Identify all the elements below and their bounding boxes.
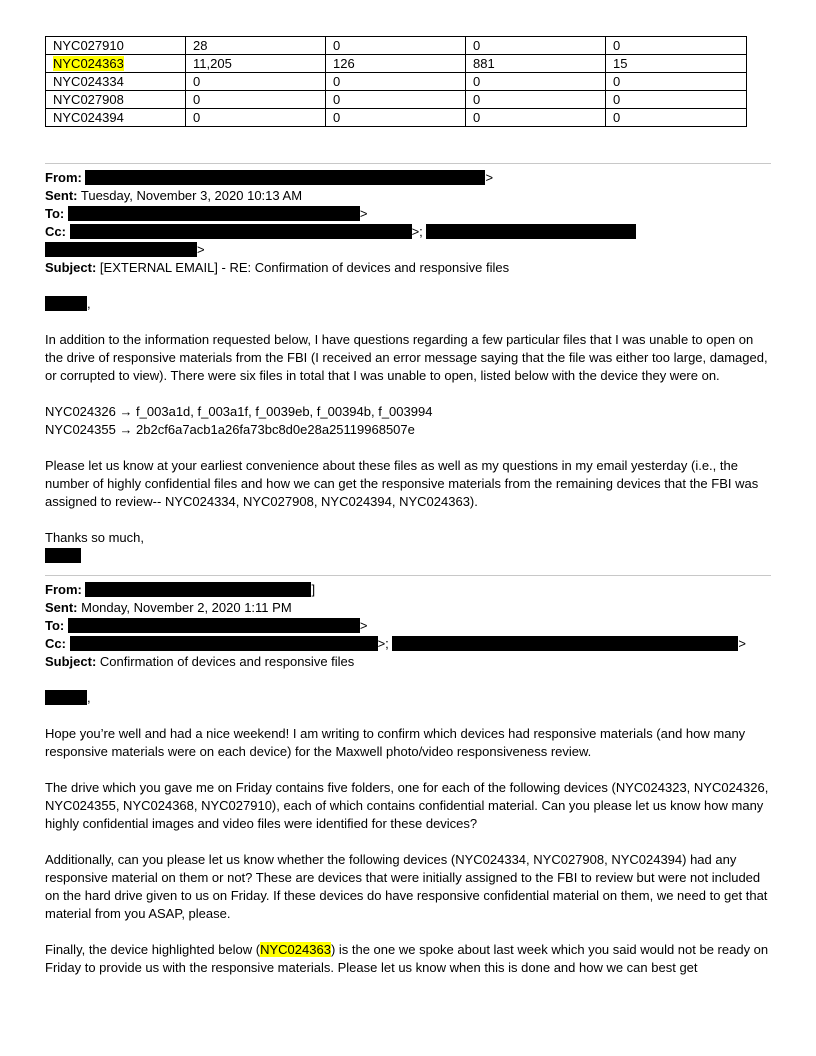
table-cell: 0 [606,91,747,109]
table-cell: 0 [186,73,326,91]
email1-sent-date: Tuesday, November 3, 2020 10:13 AM [80,188,303,203]
email2-paragraph: Hope you’re well and had a nice weekend! I am writing to confirm which devices had responsive materials (and how many responsive materials were on each device) for the Maxwell photo/video responsiveness review. [45,726,746,759]
table-cell: 881 [466,55,606,73]
redaction-block [70,636,378,651]
redaction-block [45,242,197,257]
table-row [46,109,747,127]
email2-cc-line: Cc: >; > [45,636,747,651]
email2-header [45,581,771,671]
email2-paragraph: Finally, the device highlighted below (NYC024363) is the one we spoke about last week which you said would not be ready on Friday to provide us with the responsive materials. Please let us know when this is done and how we can best get [45,942,769,975]
email1-subject-line: Subject: [EXTERNAL EMAIL] - RE: Confirmation of devices and responsive files [45,260,510,275]
table-cell: 0 [606,37,747,55]
table-cell: 0 [606,73,747,91]
email1-greeting: , [45,295,771,313]
table-cell: 0 [186,91,326,109]
table-row [46,91,747,109]
email1-closing: Thanks so much, [45,530,144,545]
highlighted-device-id: NYC024363 [53,56,124,71]
email1-to-line: To: > [45,206,368,221]
email1-paragraph: In addition to the information requested below, I have questions regarding a few particular files that I was unable to open on the drive of responsive materials from the FBI (I received an error message saying that the file was either too large, damaged, or corrupted to view). There were six files in total that I was unable to open, listed below with the device they were on. [45,332,768,383]
redaction-block [68,206,360,221]
email2-paragraph: The drive which you gave me on Friday contains five folders, one for each of the following devices (NYC024323, NYC024326, NYC024355, NYC024368, NYC027910), each of which contains confidential material. Can you please let us know how many highly confidential images and video files were identified for these devices? [45,780,769,831]
email2-subject: Confirmation of devices and responsive files [99,654,355,669]
table-cell: 11,205 [186,55,326,73]
table-cell: 0 [326,91,466,109]
table-cell: 0 [466,37,606,55]
table-cell: 126 [326,55,466,73]
email1-cc-line-continued: > [45,241,771,259]
table-cell: 15 [606,55,747,73]
device-table [45,36,747,127]
table-row [46,55,747,73]
email1-header [45,169,771,277]
table-cell: 0 [326,109,466,127]
redaction-block [85,582,311,597]
redaction-block [45,296,87,311]
table-row [46,37,747,55]
highlighted-device-id: NYC024363 [260,942,331,957]
email2-greeting: , [45,689,771,707]
document-page [45,36,771,977]
device-id-cell: NYC024334 [46,73,186,91]
table-cell: 0 [326,73,466,91]
email1-sent-line: Sent: Tuesday, November 3, 2020 10:13 AM [45,188,303,203]
device-id-cell [46,55,186,73]
table-cell: 0 [466,91,606,109]
email-separator [45,163,771,164]
email1-file-line: NYC024326 → f_003a1d, f_003a1f, f_0039eb, f_00394b, f_003994 [45,404,433,419]
email2-to-line: To: > [45,618,368,633]
email2-paragraph: Additionally, can you please let us know whether the following devices (NYC024334, NYC027908, NYC024394) had any responsive material on them or not? These are devices that were initially assigned to the FBI to review but were not included on the hard drive given to us on Friday. If these devices do have responsive confidential material on them, we need to get that material from you ASAP, please. [45,852,768,921]
email1-file-line: NYC024355 → 2b2cf6a7acb1a26fa73bc8d0e28a25119968507e [45,422,415,437]
device-id-cell: NYC027910 [46,37,186,55]
redaction-block [45,548,81,563]
email1-paragraph: Please let us know at your earliest convenience about these files as well as my questions in my email yesterday (i.e., the number of highly confidential files and how we can get the responsive materials from the remaining devices that the FBI was assigned to review-- NYC024334, NYC027908, NYC024394, NYC024363). [45,458,759,509]
table-cell: 0 [326,37,466,55]
table-row [46,73,747,91]
table-cell: 0 [466,109,606,127]
email2-sent-date: Monday, November 2, 2020 1:11 PM [81,600,292,615]
email1-from-line: From: > [45,170,494,185]
device-id-cell: NYC024394 [46,109,186,127]
table-cell: 0 [186,109,326,127]
table-cell: 0 [466,73,606,91]
table-cell: 28 [186,37,326,55]
redaction-block [45,690,87,705]
email1-cc-line: Cc: >; [45,223,771,241]
email1-subject: [EXTERNAL EMAIL] - RE: Confirmation of devices and responsive files [99,260,510,275]
redaction-block [68,618,360,633]
email2-sent-line: Sent: Monday, November 2, 2020 1:11 PM [45,600,292,615]
redaction-block [426,224,636,239]
device-id-cell: NYC027908 [46,91,186,109]
table-cell: 0 [606,109,747,127]
redaction-block [392,636,738,651]
email-separator [45,575,771,576]
email2-from-line: From: ] [45,582,316,597]
redaction-block [70,224,412,239]
email2-subject-line: Subject: Confirmation of devices and responsive files [45,654,355,669]
email1-signature [45,547,771,565]
redaction-block [85,170,485,185]
